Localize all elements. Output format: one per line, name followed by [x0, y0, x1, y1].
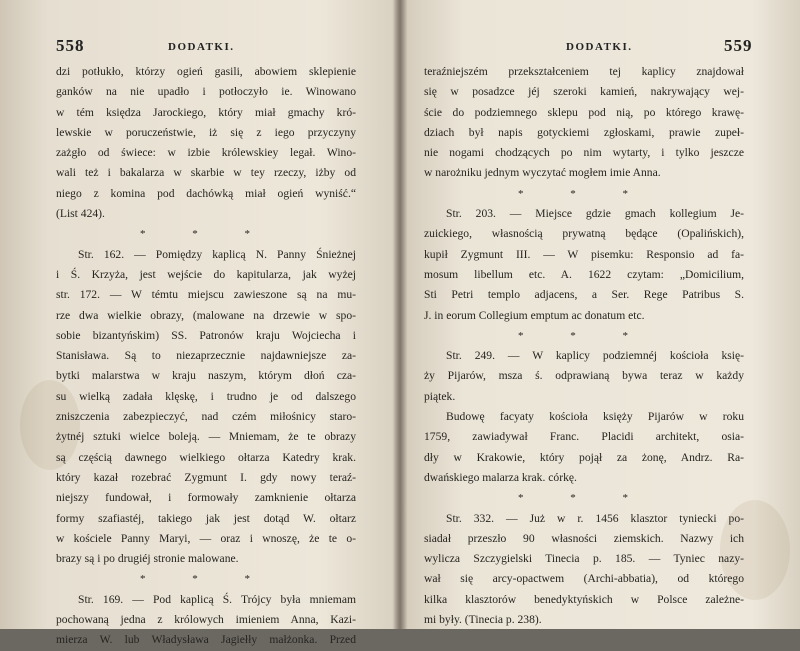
text-line: Str. 162. — Pomiędzy kaplicą N. Panny Śnieżnej — [78, 247, 356, 261]
text-line: mosum libellum etc. A. 1622 czytam: „Domicilium, — [424, 267, 744, 281]
text-line: żytnéj sztuki wielce boleją. — Mniemam, że te obrazy — [56, 430, 356, 444]
text-line: niejszy fundował, i formowały zamknienie ołtarza — [56, 491, 356, 505]
text-line: kupił Zygmunt III. — W pisemku: Responsio ad fa- — [424, 247, 744, 261]
text-line: w kościele Panny Maryi, — oraz i wnoszę, że te o- — [56, 531, 356, 545]
text-line: ganków na nie upadło i potłoczyło ie. Winowano — [56, 85, 356, 99]
text-line: dzi potłukło, którzy ogień gasili, abowiem sklepienie — [56, 65, 356, 78]
text-line: mierza W. lub Władysława Jagiełły małżonka. Przed — [56, 633, 356, 647]
left-page — [0, 0, 398, 647]
text-line: Stanisława. Są to niezaprzecznie najdawniejsze za- — [56, 349, 356, 363]
right-page-number: 559 — [724, 36, 753, 55]
text-line: bytki malarstwa w kraju naszym, którym dłoń cza- — [56, 369, 356, 383]
text-line: niego z komina pod dachówką miał ogień wyniść.“ — [56, 186, 356, 200]
text-line: Str. 169. — Pod kaplicą Ś. Trójcy była mniemam — [78, 592, 356, 606]
text-line: lewskie w poruczeństwie, iż się z iego przyczyny — [56, 125, 356, 139]
text-line: wał się arcy-opactwem (Archi-abbatia), od którego — [424, 572, 744, 586]
right-page-header — [424, 36, 753, 58]
text-line: rze dwa wielkie obrazy, (malowane na drzewie w spo- — [56, 308, 356, 322]
text-line: nie nogami chodzących po nim wytarty, i tylko jeszcze — [424, 146, 744, 160]
text-line: mi były. (Tinecia p. 238). — [424, 613, 542, 627]
text-line: sobie bizantyńskim) SS. Patronów kraju Wojciecha i — [56, 328, 356, 342]
text-line: siadał przeszło 90 własności ziemskich. Nazwy ich — [424, 531, 744, 545]
text-line: piątek. — [424, 389, 456, 403]
text-line: się w posadzce jéj szeroki kamień, nakrywający wej- — [424, 85, 744, 99]
text-line: i Ś. Krzyża, jest wejście do kapitularza, jak wyżej — [56, 267, 356, 281]
text-line: formy szafiastéj, takiego jak jest dotąd W. ołtarz — [56, 511, 356, 525]
text-line: w narożniku jednym wyczytać mogłem imie Anna. — [424, 166, 661, 180]
text-line: zuickiego, własnością prywatną będące (Opalińskich), — [424, 227, 744, 241]
text-line: wali też i bakalarza w skarbie w tey rzeczy, iżby od — [56, 166, 356, 180]
left-page-text — [56, 62, 356, 651]
right-page — [402, 0, 800, 629]
text-line: są częścią dawnego wielkiego ołtarza Katedry krak. — [56, 450, 356, 464]
section-divider-stars: * * * — [518, 492, 650, 505]
text-line: Sti Petri templo adjacens, a Ser. Rege Patribus S. — [424, 288, 744, 302]
text-line: Str. 249. — W kaplicy podziemnéj kościoła księ- — [446, 349, 744, 363]
right-page-text — [424, 62, 744, 630]
text-line: pochowaną jedna z królowych imieniem Anna, Kazi- — [56, 613, 356, 627]
text-line: dły w Krakowie, który pojął za żonę, Andrz. Ra- — [424, 450, 744, 464]
text-line: su wielką zadała klęskę, i trudno je od dalszego — [56, 389, 356, 403]
text-line: ży Pijarów, msza ś. odprawianą bywa teraz w każdy — [424, 369, 744, 383]
text-line: teraźniejszém przekształceniem tej kaplicy znajdował — [424, 65, 744, 78]
left-running-head: DODATKI. — [168, 41, 235, 53]
text-line: Str. 332. — Już w r. 1456 klasztor tyniecki po- — [446, 511, 744, 525]
section-divider-stars: * * * — [518, 187, 650, 200]
left-page-header — [56, 36, 356, 58]
text-line: który kazał rozebrać Zygmunt I. gdy nowy teraź- — [56, 470, 356, 484]
text-line: 1759, zawiadywał Franc. Placidi architekt, osia- — [424, 430, 744, 444]
text-line: brazy są i po drugiéj stronie malowane. — [56, 552, 239, 566]
left-page-number: 558 — [56, 36, 85, 55]
section-divider-stars: * * * — [518, 329, 650, 342]
section-divider-stars: * * * — [140, 228, 272, 241]
text-line: dziach był napis gotyckiemi zgłoskami, prawie zupeł- — [424, 125, 744, 139]
text-line: kilka klasztorów benedyktyńskich w Polsce zależne- — [424, 592, 744, 606]
text-line: (List 424). — [56, 207, 105, 221]
text-line: dwańskiego malarza krak. córkę. — [424, 470, 577, 484]
text-line: w tém księdza Jarockiego, który miał gmachy kró- — [56, 105, 356, 119]
text-line: Str. 203. — Miejsce gdzie gmach kollegium Je- — [446, 207, 744, 221]
text-line: Budowę facyaty kościoła księży Pijarów w roku — [446, 410, 744, 424]
section-divider-stars: * * * — [140, 573, 272, 586]
text-line: zniszczenia zabezpieczyć, nad czém miłośnicy staro- — [56, 410, 356, 424]
text-line: J. in eorum Collegium emptum ac donatum etc. — [424, 308, 645, 322]
right-running-head: DODATKI. — [566, 41, 633, 53]
text-line: zażgło od świece: w izbie królewskiey legał. Wino- — [56, 146, 356, 160]
text-line: ście do podziemnego sklepu pod nią, po którego krawę- — [424, 105, 744, 119]
text-line: str. 172. — W témtu miejscu zawieszone są na mu- — [56, 288, 356, 302]
text-line: wylicza Szczygielski Tinecia p. 185. — Tyniec nazy- — [424, 552, 744, 566]
